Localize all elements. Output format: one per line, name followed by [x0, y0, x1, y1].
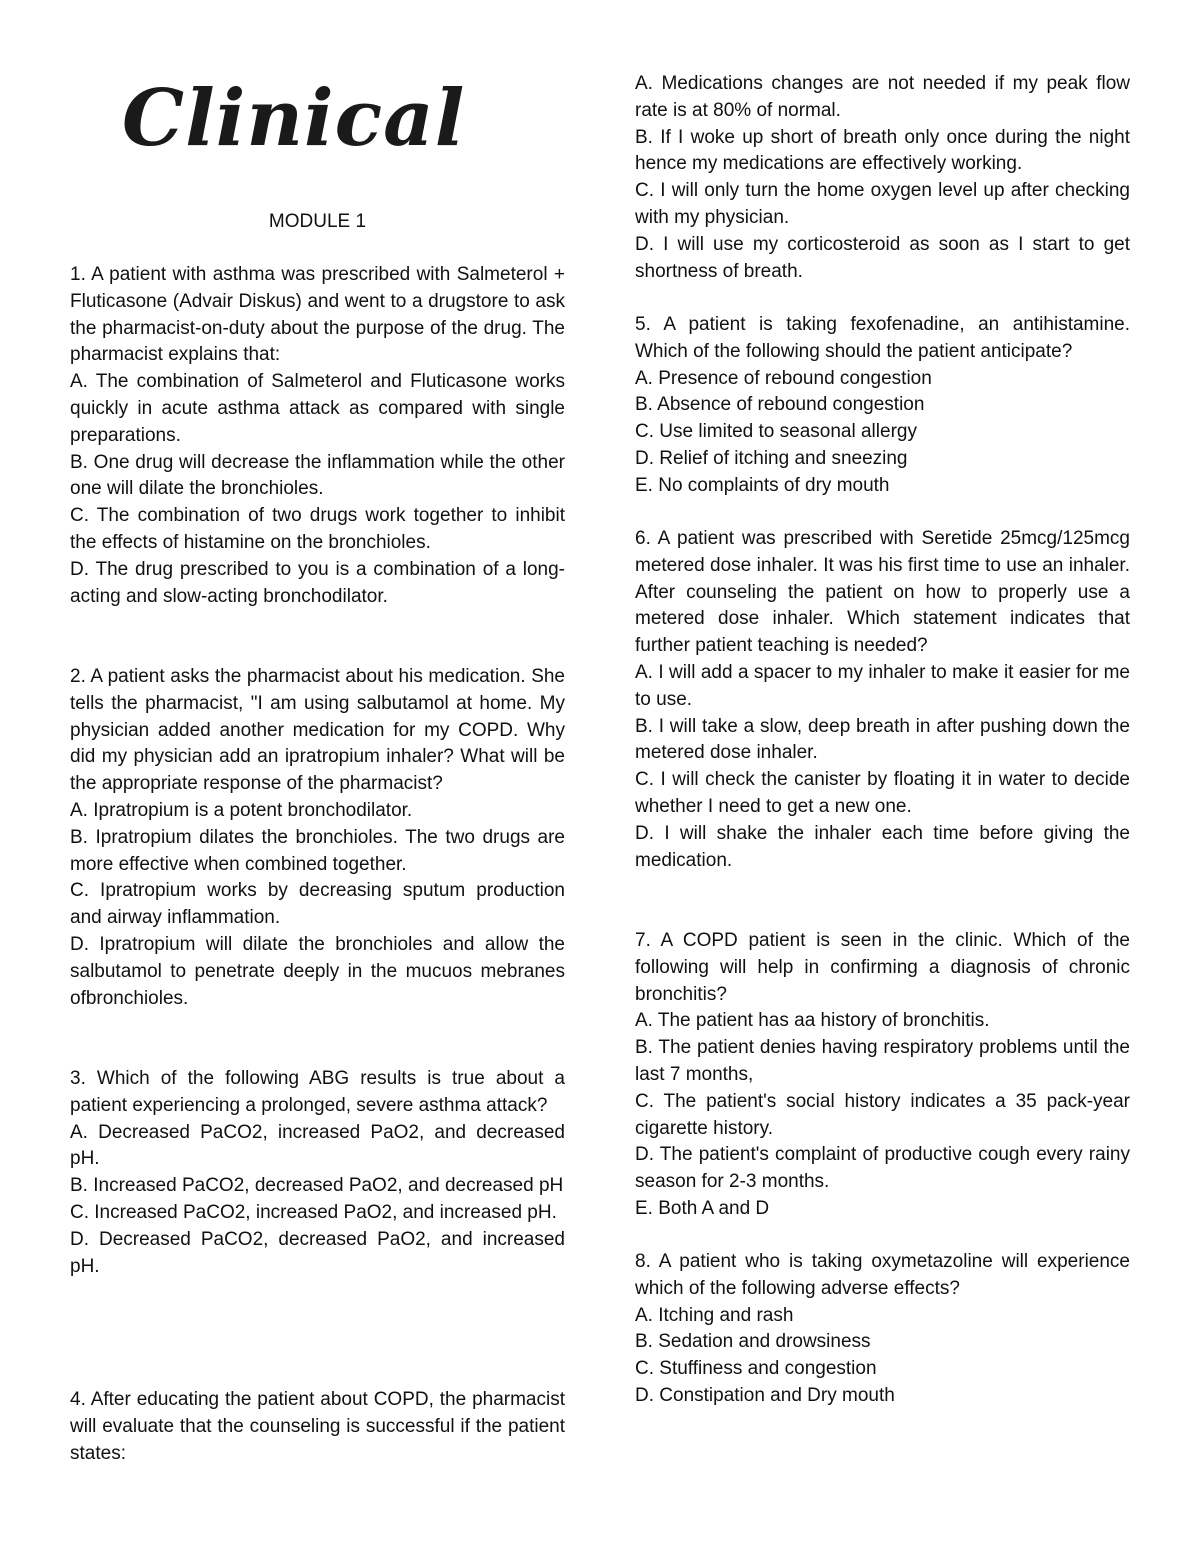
option-d: D. Ipratropium will dilate the bronchioles and allow the salbutamol to penetrate deeply in the mucuos mebranes ofbronchioles.: [70, 933, 565, 1009]
option-d: D. I will shake the inhaler each time before giving the medication.: [635, 822, 1130, 871]
option-d: D. Relief of itching and sneezing: [635, 447, 908, 469]
question-stem: 8. A patient who is taking oxymetazoline will experience which of the following adverse effects?: [635, 1251, 1130, 1299]
question-stem: 7. A COPD patient is seen in the clinic. Which of the following will help in confirming a diagnosis of chronic bronchitis?: [635, 930, 1130, 1005]
option-c: C. Ipratropium works by decreasing sputum production and airway inflammation.: [70, 880, 565, 929]
option-a: A. Presence of rebound congestion: [635, 367, 932, 389]
question-4-options: [635, 71, 1130, 285]
option-d: D. Decreased PaCO2, decreased PaO2, and increased pH.: [70, 1228, 565, 1277]
question-stem: 4. After educating the patient about COPD, the pharmacist will evaluate that the counseling is successful if the patient states:: [70, 1389, 565, 1464]
option-d: D. The patient's complaint of productive cough every rainy season for 2-3 months.: [635, 1144, 1130, 1193]
option-d: D. Constipation and Dry mouth: [635, 1384, 895, 1406]
option-a: A. I will add a spacer to my inhaler to make it easier for me to use.: [635, 661, 1130, 710]
option-b: B. The patient denies having respiratory problems until the last 7 months,: [635, 1037, 1130, 1085]
module-heading: MODULE 1: [268, 211, 367, 232]
question-7: [635, 928, 1130, 1223]
option-b: B. Absence of rebound congestion: [635, 394, 925, 416]
option-d: D. I will use my corticosteroid as soon as I start to get shortness of breath.: [635, 233, 1130, 282]
option-c: C. I will only turn the home oxygen level up after checking with my physician.: [635, 180, 1130, 228]
question-4: [70, 1387, 565, 1467]
option-e: E. No complaints of dry mouth: [635, 474, 890, 496]
option-a: A. The patient has aa history of bronchitis.: [635, 1010, 990, 1032]
question-1: [70, 262, 565, 610]
option-b: B. I will take a slow, deep breath in after pushing down the metered dose inhaler.: [635, 715, 1130, 764]
question-stem: 1. A patient with asthma was prescribed with Salmeterol + Fluticasone (Advair Diskus) and went to a drugstore to ask the pharmacist-on-duty about the purpose of the drug. The pharmacist explains that:: [70, 264, 565, 366]
option-c: C. I will check the canister by floating it in water to decide whether I need to get a new one.: [635, 769, 1130, 817]
option-b: B. If I woke up short of breath only once during the night hence my medications are effectively working.: [635, 126, 1130, 175]
option-e: E. Both A and D: [635, 1197, 770, 1219]
option-c: C. The patient's social history indicates a 35 pack-year cigarette history.: [635, 1090, 1130, 1139]
option-b: B. Sedation and drowsiness: [635, 1331, 871, 1353]
option-d: D. The drug prescribed to you is a combination of a long-acting and slow-acting bronchodilator.: [70, 558, 565, 607]
option-a: A. The combination of Salmeterol and Fluticasone works quickly in acute asthma attack as compared with single preparations.: [70, 371, 565, 446]
question-stem: 6. A patient was prescribed with Seretide 25mcg/125mcg metered dose inhaler. It was his first time to use an inhaler. After counseling the patient on how to properly use a metered dose inhaler. Which statement indicates that further patient teaching is needed?: [635, 528, 1130, 657]
question-2: [70, 664, 565, 1012]
option-a: A. Ipratropium is a potent bronchodilator.: [70, 799, 413, 821]
question-stem: 2. A patient asks the pharmacist about his medication. She tells the pharmacist, "I am using salbutamol at home. My physician added another medication for my COPD. Why did my physician add an ipratropium inhaler? What will be the appropriate response of the pharmacist?: [70, 666, 565, 795]
option-b: B. One drug will decrease the inflammation while the other one will dilate the bronchioles.: [70, 451, 565, 500]
option-b: B. Increased PaCO2, decreased PaO2, and decreased pH: [70, 1175, 564, 1197]
option-c: C. The combination of two drugs work together to inhibit the effects of histamine on the bronchioles.: [70, 505, 565, 553]
option-b: B. Ipratropium dilates the bronchioles. The two drugs are more effective when combined together.: [70, 826, 565, 875]
question-3: [70, 1066, 565, 1280]
question-stem: 3. Which of the following ABG results is true about a patient experiencing a prolonged, severe asthma attack?: [70, 1068, 565, 1116]
question-5: [635, 312, 1130, 500]
option-a: A. Itching and rash: [635, 1304, 794, 1326]
question-6: [635, 526, 1130, 874]
option-c: C. Increased PaCO2, increased PaO2, and increased pH.: [70, 1201, 557, 1223]
option-a: A. Decreased PaCO2, increased PaO2, and decreased pH.: [70, 1121, 565, 1170]
page-title: Clinical: [122, 73, 466, 164]
option-c: C. Stuffiness and congestion: [635, 1358, 877, 1380]
option-a: A. Medications changes are not needed if my peak flow rate is at 80% of normal.: [635, 73, 1130, 121]
question-8: [635, 1249, 1130, 1410]
option-c: C. Use limited to seasonal allergy: [635, 421, 917, 443]
question-stem: 5. A patient is taking fexofenadine, an antihistamine. Which of the following should the patient anticipate?: [635, 314, 1130, 362]
